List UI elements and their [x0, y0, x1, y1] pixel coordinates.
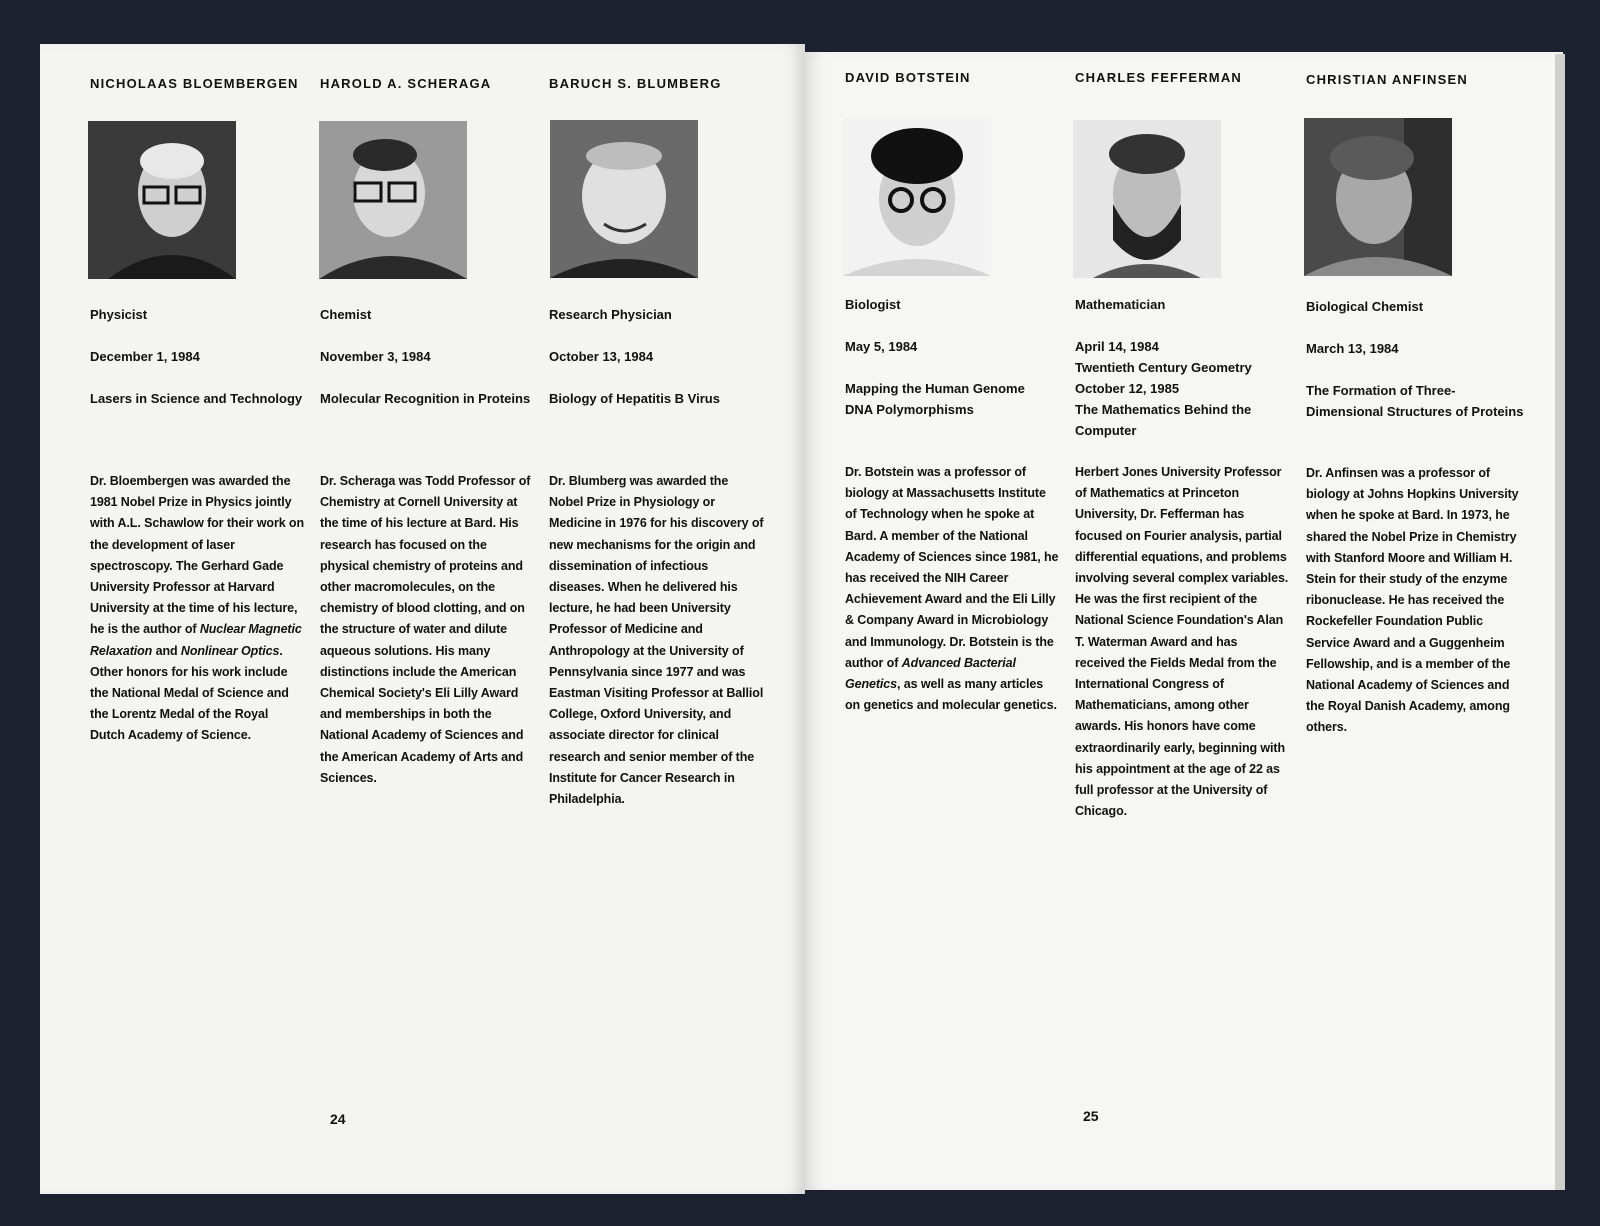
person-field: Biological Chemist	[1306, 299, 1424, 314]
page-edge	[1555, 54, 1565, 1190]
lecture-date: April 14, 1984	[1075, 339, 1159, 354]
portrait-photo	[319, 121, 467, 279]
lecture-title-line: Mapping the Human Genome	[845, 381, 1025, 396]
lecture-title: Molecular Recognition in Proteins	[320, 391, 531, 406]
lecture-title: Biology of Hepatitis B Virus	[549, 391, 720, 406]
lecture-date: October 12, 1985	[1075, 381, 1180, 396]
left-page	[40, 44, 805, 1194]
lecture-title-line: The Formation of Three-	[1306, 383, 1456, 398]
person-field: Chemist	[320, 307, 372, 322]
person-field: Physicist	[90, 307, 148, 322]
lecture-date: October 13, 1984	[549, 349, 654, 364]
person-bio: Dr. Blumberg was awarded the Nobel Prize in Physiology or Medicine in 1976 for his discovery of new mechanisms for the origin and dissemination of infectious diseases. When he delivered his lecture, he had been University Professor of Medicine and Anthropology at the University of Pennsylvania since 1977 and was Eastman Visiting Professor at Balliol College, Oxford University, and associate director for clinical research and senior member of the Institute for Cancer Research in Philadelphia.	[549, 474, 764, 807]
person-name: CHARLES FEFFERMAN	[1075, 70, 1243, 85]
page-number: 24	[330, 1111, 346, 1127]
person-name: DAVID BOTSTEIN	[845, 70, 971, 85]
person-name: CHRISTIAN ANFINSEN	[1306, 72, 1468, 87]
portrait-photo	[550, 120, 698, 278]
lecture-date: December 1, 1984	[90, 349, 200, 364]
lecture-title: The Mathematics Behind the Computer	[1075, 402, 1252, 438]
portrait-photo	[1073, 120, 1221, 278]
page-number: 25	[1083, 1108, 1099, 1124]
person-bio: Herbert Jones University Professor of Mathematics at Princeton University, Dr. Fefferman has focused on Fourier analysis, partial differential equations, and problems involving several complex variables. He was the first recipient of the National Science Foundation's Alan T. Waterman Award and has received the Fields Medal from the International Congress of Mathematicians, among other awards. His honors have come extraordinarily early, beginning with his appointment at the age of 22 as full professor at the University of Chicago.	[1075, 465, 1289, 819]
person-field: Research Physician	[549, 307, 672, 322]
lecture-title-line: DNA Polymorphisms	[845, 402, 974, 417]
lecture-title: Lasers in Science and Technology	[90, 391, 303, 406]
person-field: Biologist	[845, 297, 901, 312]
person-name: HAROLD A. SCHERAGA	[320, 76, 492, 91]
person-bio: Dr. Anfinsen was a professor of biology at Johns Hopkins University when he spoke at Bard. In 1973, he shared the Nobel Prize in Chemistry with Stanford Moore and William H. Stein for their study of the enzyme ribonuclease. He has received the Rockefeller Foundation Public Service Award and a Guggenheim Fellowship, and is a member of the National Academy of Sciences and the Royal Danish Academy, among others.	[1306, 466, 1519, 735]
right-page	[805, 52, 1563, 1190]
lecture-date: May 5, 1984	[845, 339, 918, 354]
person-field: Mathematician	[1075, 297, 1166, 312]
person-bio: Dr. Scheraga was Todd Professor of Chemistry at Cornell University at the time of his lecture at Bard. His research has focused on the physical chemistry of proteins and other macromolecules, on the chemistry of blood clotting, and on the structure of water and dilute aqueous solutions. His many distinctions include the American Chemical Society's Eli Lilly Award and memberships in both the National Academy of Sciences and the American Academy of Arts and Sciences.	[320, 474, 531, 785]
lecture-title-line: Dimensional Structures of Proteins	[1306, 404, 1524, 419]
lecture-title: Twentieth Century Geometry	[1075, 360, 1252, 375]
lecture-date: November 3, 1984	[320, 349, 431, 364]
portrait-photo	[1304, 118, 1452, 276]
person-name: NICHOLAAS BLOEMBERGEN	[90, 76, 299, 91]
person-name: BARUCH S. BLUMBERG	[549, 76, 722, 91]
portrait-photo	[843, 118, 991, 276]
portrait-photo	[88, 121, 236, 279]
person-bio: Dr. Botstein was a professor of biology at Massachusetts Institute of Technology when he spoke at Bard. A member of the National Academy of Sciences since 1981, he has received the NIH Career Achievement Award and the Eli Lilly & Company Award in Microbiology and Immunology. Dr. Botstein is the author of Advanced Bacterial Genetics, as well as many articles on genetics and molecular genetics.	[845, 465, 1059, 713]
lecture-date: March 13, 1984	[1306, 341, 1399, 356]
person-bio: Dr. Bloembergen was awarded the 1981 Nobel Prize in Physics jointly with A.L. Schawlow for their work on the development of laser spectroscopy. The Gerhard Gade University Professor at Harvard University at the time of his lecture, he is the author of Nuclear Magnetic Relaxation and Nonlinear Optics. Other honors for his work include the National Medal of Science and the Lorentz Medal of the Royal Dutch Academy of Science.	[90, 474, 305, 743]
